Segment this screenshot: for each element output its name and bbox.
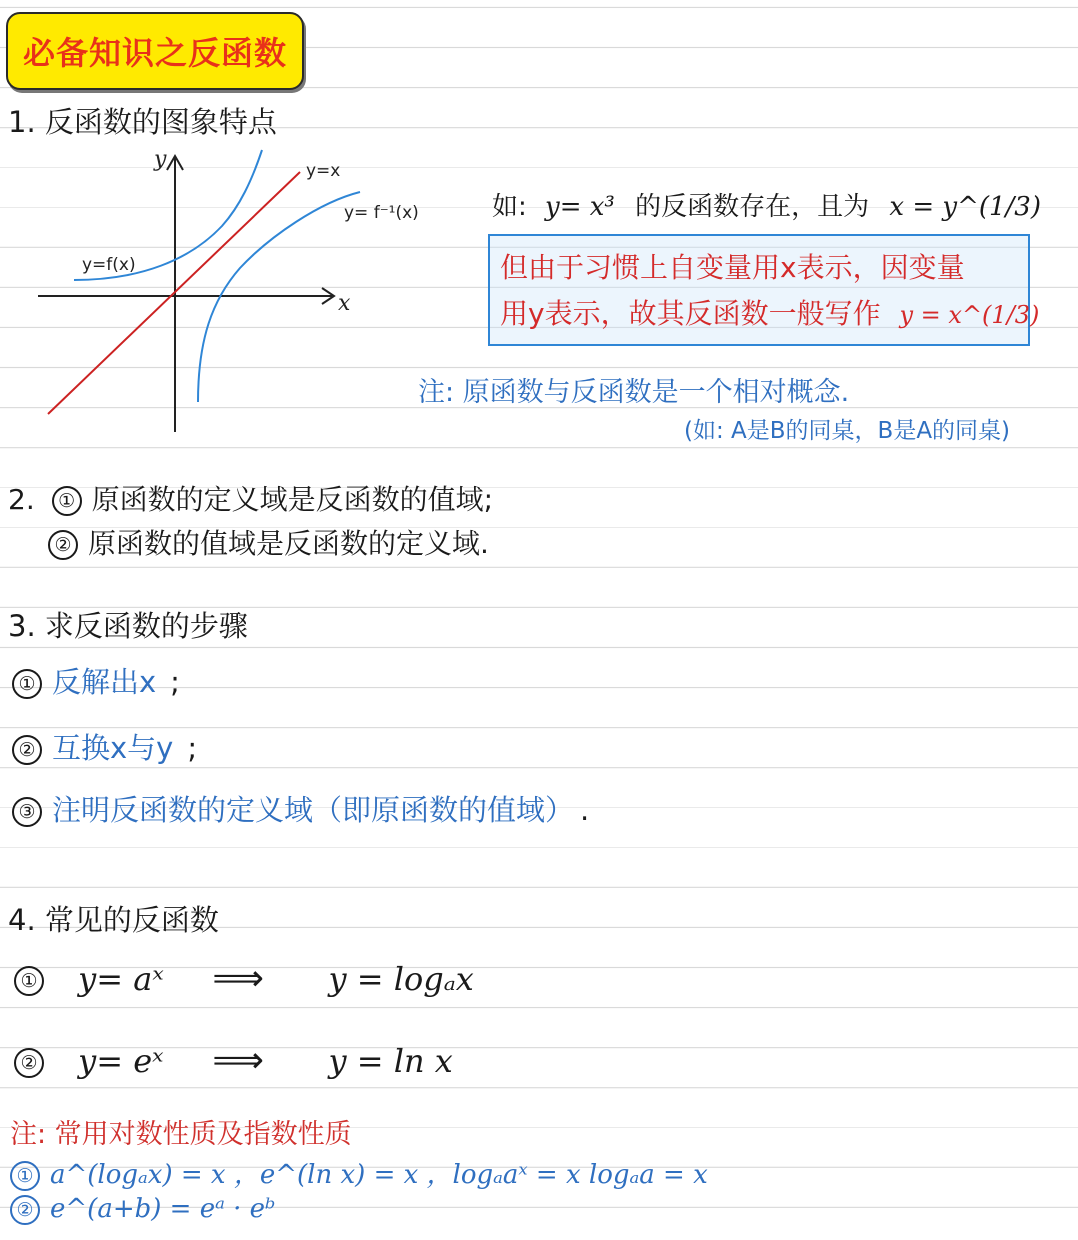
common-inverse-1 [14,958,474,999]
step-2-num: ② [12,735,42,765]
circle-num-1: ① [52,486,82,516]
section-3-heading: 3. 求反函数的步骤 [8,609,248,643]
label-f-inverse: y= f⁻¹(x) [344,203,419,223]
step-3-num: ③ [12,797,42,827]
x-axis-label: x [338,291,351,316]
box-line-2-text: 用y表示，故其反函数一般写作 [500,297,881,330]
section-1-heading: 1. 反函数的图象特点 [8,105,277,139]
row-1-right: y = logₐx [328,960,474,998]
row-2-left: y= eˣ [78,1042,164,1080]
step-1-num: ① [12,669,42,699]
property-1-text: a^(logₐx) = x ，e^(ln x) = x ，logₐaˣ = x logₐa = x [50,1160,708,1190]
step-2-text: 互换x与y [52,731,174,765]
row-2-arrow-icon: ⟹ [212,1040,264,1081]
property-2-text: e^(a+b) = eᵃ · eᵇ [50,1194,276,1224]
section-2-num: 2. [8,483,35,516]
box-eq: y = x^(1/3) [899,301,1040,329]
step-1-end: ; [170,665,180,699]
example-eq2: x = y^(1/3) [889,192,1041,222]
property-line-2 [10,1194,275,1225]
section-4-heading: 4. 常见的反函数 [8,903,219,937]
row-2-num: ② [14,1048,44,1078]
step-3-text: 注明反函数的定义域（即原函数的值域） [52,793,575,827]
property-line-1 [10,1154,708,1191]
step-2 [12,726,197,767]
box-line-1: 但由于习惯上自变量用x表示，因变量 [500,251,965,284]
example-line [492,186,1041,223]
relative-concept-note: 注: 原函数与反函数是一个相对概念. [418,377,850,408]
section-2-item-1 [8,478,493,518]
example-eq1: y= x³ [545,192,615,222]
step-1 [12,660,180,701]
example-mid: 的反函数存在，且为 [635,192,870,222]
property-1-num: ① [10,1161,40,1191]
step-3 [12,788,589,829]
page-title: 必备知识之反函数 [22,34,287,72]
box-line-2 [500,292,1039,332]
step-3-end: . [580,793,590,827]
section-2-item-2 [48,522,489,562]
step-1-text: 反解出x [52,665,157,699]
common-inverse-2 [14,1040,453,1081]
properties-note-title: 注: 常用对数性质及指数性质 [10,1119,352,1150]
habit-note-box [488,234,1040,346]
step-2-end: ; [187,731,198,765]
inverse-function-graph [30,140,430,440]
label-y-equals-x: y=x [306,161,341,181]
row-1-left: y= aˣ [78,960,164,998]
row-1-num: ① [14,966,44,996]
row-2-right: y = ln x [328,1042,453,1080]
title-box [6,12,304,90]
row-1-arrow-icon: ⟹ [212,958,264,999]
label-f: y=f(x) [82,255,136,275]
domain-range-1: 原函数的定义域是反函数的值域; [91,483,494,516]
domain-range-2: 原函数的值域是反函数的定义域. [88,527,489,560]
y-axis-label: y [154,147,167,172]
relative-concept-example: (如: A是B的同桌，B是A的同桌) [684,418,1011,444]
example-prefix: 如: [492,192,527,222]
circle-num-2: ② [48,530,78,560]
property-2-num: ② [10,1195,40,1225]
